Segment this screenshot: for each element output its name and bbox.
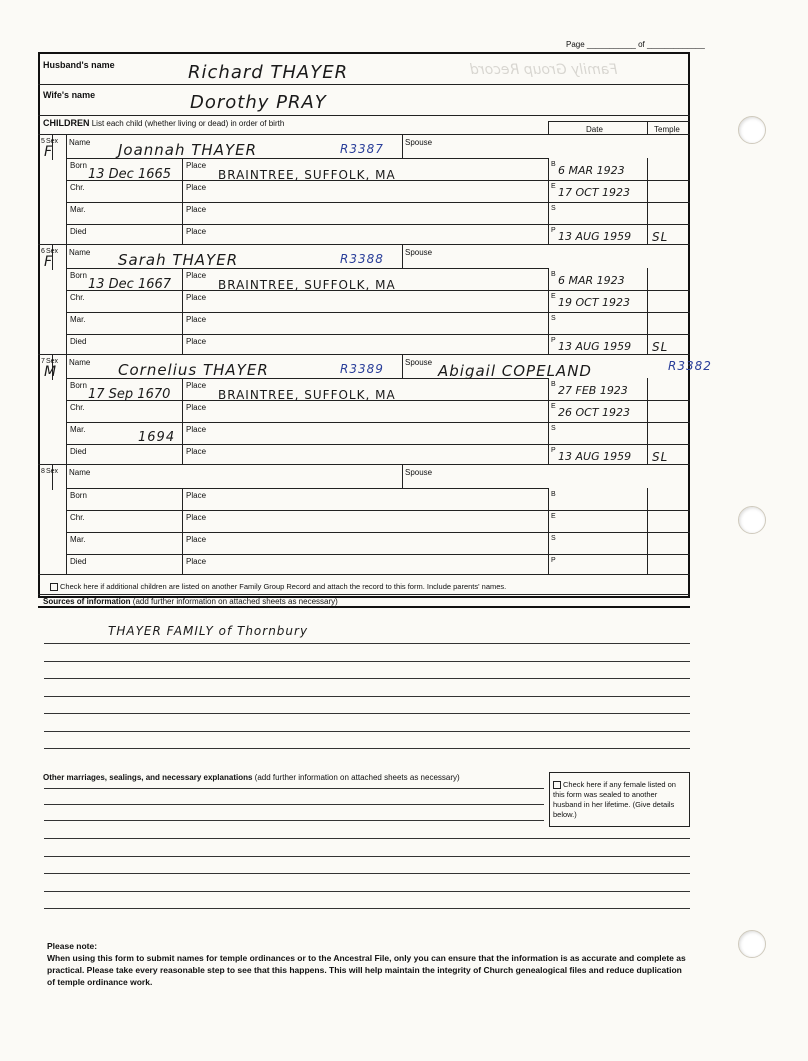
child-born-date: 13 Dec 1667 xyxy=(88,277,172,292)
died-label: Died xyxy=(70,337,87,346)
child-sex: F xyxy=(44,144,54,160)
ordinance-p-label: P xyxy=(551,447,556,454)
child-ref: R3389 xyxy=(340,362,384,376)
punch-hole-bottom xyxy=(738,930,766,958)
ordinance-date-e: 26 OCT 1923 xyxy=(558,406,631,419)
spouse-ref: R3382 xyxy=(668,359,712,373)
child-born-date: 13 Dec 1665 xyxy=(88,167,172,182)
child-name: Sarah THAYER xyxy=(118,251,239,269)
mar-label: Mar. xyxy=(70,535,86,544)
child-name: Joannah THAYER xyxy=(118,141,258,159)
place-label: Place xyxy=(186,315,207,324)
place-label: Place xyxy=(186,535,207,544)
date-column-header: Date xyxy=(586,125,603,134)
sources-label: Sources of information (add further information on attached sheets as necessary) xyxy=(43,597,338,606)
name-label: Name xyxy=(69,468,91,477)
died-label: Died xyxy=(70,557,87,566)
child-ref: R3388 xyxy=(340,252,384,266)
sources-value: THAYER FAMILY of Thornbury xyxy=(108,624,309,638)
ordinance-s-label: S xyxy=(551,535,556,542)
place-label: Place xyxy=(186,447,207,456)
spouse-label: Spouse xyxy=(405,358,433,367)
place-label: Place xyxy=(186,205,207,214)
child-ref: R3387 xyxy=(340,142,384,156)
mar-label: Mar. xyxy=(70,315,86,324)
ordinance-date-b: 6 MAR 1923 xyxy=(558,164,625,177)
page-number-field: Page ___________ of _____________ xyxy=(566,40,705,49)
sex-label: Sex xyxy=(46,138,59,145)
ordinance-b-label: B xyxy=(551,161,556,168)
wife-label: Wife's name xyxy=(43,90,96,100)
child-number: 8 xyxy=(41,468,45,475)
ordinance-date-p: 13 AUG 1959 xyxy=(558,450,632,463)
ordinance-date-b: 27 FEB 1923 xyxy=(558,384,628,397)
ordinance-b-label: B xyxy=(551,491,556,498)
punch-hole-top xyxy=(738,116,766,144)
ordinance-e-label: E xyxy=(551,403,556,410)
additional-children-checkbox[interactable] xyxy=(50,583,58,591)
place-label: Place xyxy=(186,227,207,236)
place-label: Place xyxy=(186,293,207,302)
place-label: Place xyxy=(186,161,207,170)
ordinance-b-label: B xyxy=(551,271,556,278)
child-temple: SL xyxy=(652,340,669,354)
spouse-label: Spouse xyxy=(405,468,433,477)
place-label: Place xyxy=(186,271,207,280)
mar-label: Mar. xyxy=(70,425,86,434)
ordinance-date-p: 13 AUG 1959 xyxy=(558,230,632,243)
ordinance-p-label: P xyxy=(551,557,556,564)
name-label: Name xyxy=(69,138,91,147)
child-sex: M xyxy=(44,364,58,380)
place-label: Place xyxy=(186,491,207,500)
child-born-place: BRAINTREE, SUFFOLK, MA xyxy=(218,388,396,402)
place-label: Place xyxy=(186,513,207,522)
born-label: Born xyxy=(70,381,87,390)
spouse-label: Spouse xyxy=(405,138,433,147)
please-note-title: Please note: xyxy=(47,941,98,951)
chr-label: Chr. xyxy=(70,293,85,302)
child-spouse: Abigail COPELAND xyxy=(438,362,592,380)
child-born-place: BRAINTREE, SUFFOLK, MA xyxy=(218,278,396,292)
name-label: Name xyxy=(69,358,91,367)
mar-label: Mar. xyxy=(70,205,86,214)
child-born-date: 17 Sep 1670 xyxy=(88,387,171,402)
born-label: Born xyxy=(70,161,87,170)
sex-label: Sex xyxy=(46,468,59,475)
child-mar-date: 1694 xyxy=(138,430,176,445)
born-label: Born xyxy=(70,271,87,280)
female-sealed-checkbox[interactable] xyxy=(553,781,561,789)
chr-label: Chr. xyxy=(70,403,85,412)
child-sex: F xyxy=(44,254,54,270)
ordinance-date-e: 17 OCT 1923 xyxy=(558,186,631,199)
child-temple: SL xyxy=(652,450,669,464)
temple-column-header: Temple xyxy=(654,125,680,134)
sex-label: Sex xyxy=(46,248,59,255)
additional-children-check[interactable]: Check here if additional children are listed on another Family Group Record and attach the record to this form. Include parents' names. xyxy=(50,582,506,591)
ordinance-p-label: P xyxy=(551,337,556,344)
sex-label: Sex xyxy=(46,358,59,365)
ordinance-date-e: 19 OCT 1923 xyxy=(558,296,631,309)
place-label: Place xyxy=(186,183,207,192)
place-label: Place xyxy=(186,403,207,412)
ordinance-e-label: E xyxy=(551,513,556,520)
place-label: Place xyxy=(186,557,207,566)
ordinance-p-label: P xyxy=(551,227,556,234)
husband-label: Husband's name xyxy=(43,60,115,70)
child-number: 6 xyxy=(41,248,45,255)
child-name: Cornelius THAYER xyxy=(118,361,269,379)
punch-hole-middle xyxy=(738,506,766,534)
child-temple: SL xyxy=(652,230,669,244)
ordinance-date-b: 6 MAR 1923 xyxy=(558,274,625,287)
born-label: Born xyxy=(70,491,87,500)
ordinance-date-p: 13 AUG 1959 xyxy=(558,340,632,353)
husband-name: Richard THAYER xyxy=(188,62,349,83)
ordinance-e-label: E xyxy=(551,183,556,190)
ordinance-b-label: B xyxy=(551,381,556,388)
bleed-through-title: Family Group Record xyxy=(470,62,618,78)
other-marriages-label: Other marriages, sealings, and necessary explanations (add further information on attached sheets as necessary) xyxy=(43,773,460,782)
ordinance-e-label: E xyxy=(551,293,556,300)
wife-name: Dorothy PRAY xyxy=(190,92,327,113)
children-header: CHILDREN List each child (whether living or dead) in order of birth xyxy=(43,118,285,128)
female-sealed-check[interactable]: Check here if any female listed on this form was sealed to another husband in her lifetime. (Give details below.) xyxy=(553,780,676,819)
name-label: Name xyxy=(69,248,91,257)
child-number: 5 xyxy=(41,138,45,145)
child-number: 7 xyxy=(41,358,45,365)
place-label: Place xyxy=(186,381,207,390)
ordinance-s-label: S xyxy=(551,315,556,322)
died-label: Died xyxy=(70,447,87,456)
place-label: Place xyxy=(186,337,207,346)
spouse-label: Spouse xyxy=(405,248,433,257)
chr-label: Chr. xyxy=(70,183,85,192)
place-label: Place xyxy=(186,425,207,434)
please-note-text: When using this form to submit names for temple ordinances or to the Ancestral File, only you can ensure that the information is as accurate and complete as practical. Please take every reasonable step to see that this happens. This will help maintain the integrity of Church genealogical files and reduce duplication of temple ordinance work. xyxy=(47,953,686,987)
chr-label: Chr. xyxy=(70,513,85,522)
ordinance-s-label: S xyxy=(551,205,556,212)
please-note xyxy=(47,940,687,988)
child-born-place: BRAINTREE, SUFFOLK, MA xyxy=(218,168,396,182)
died-label: Died xyxy=(70,227,87,236)
ordinance-s-label: S xyxy=(551,425,556,432)
